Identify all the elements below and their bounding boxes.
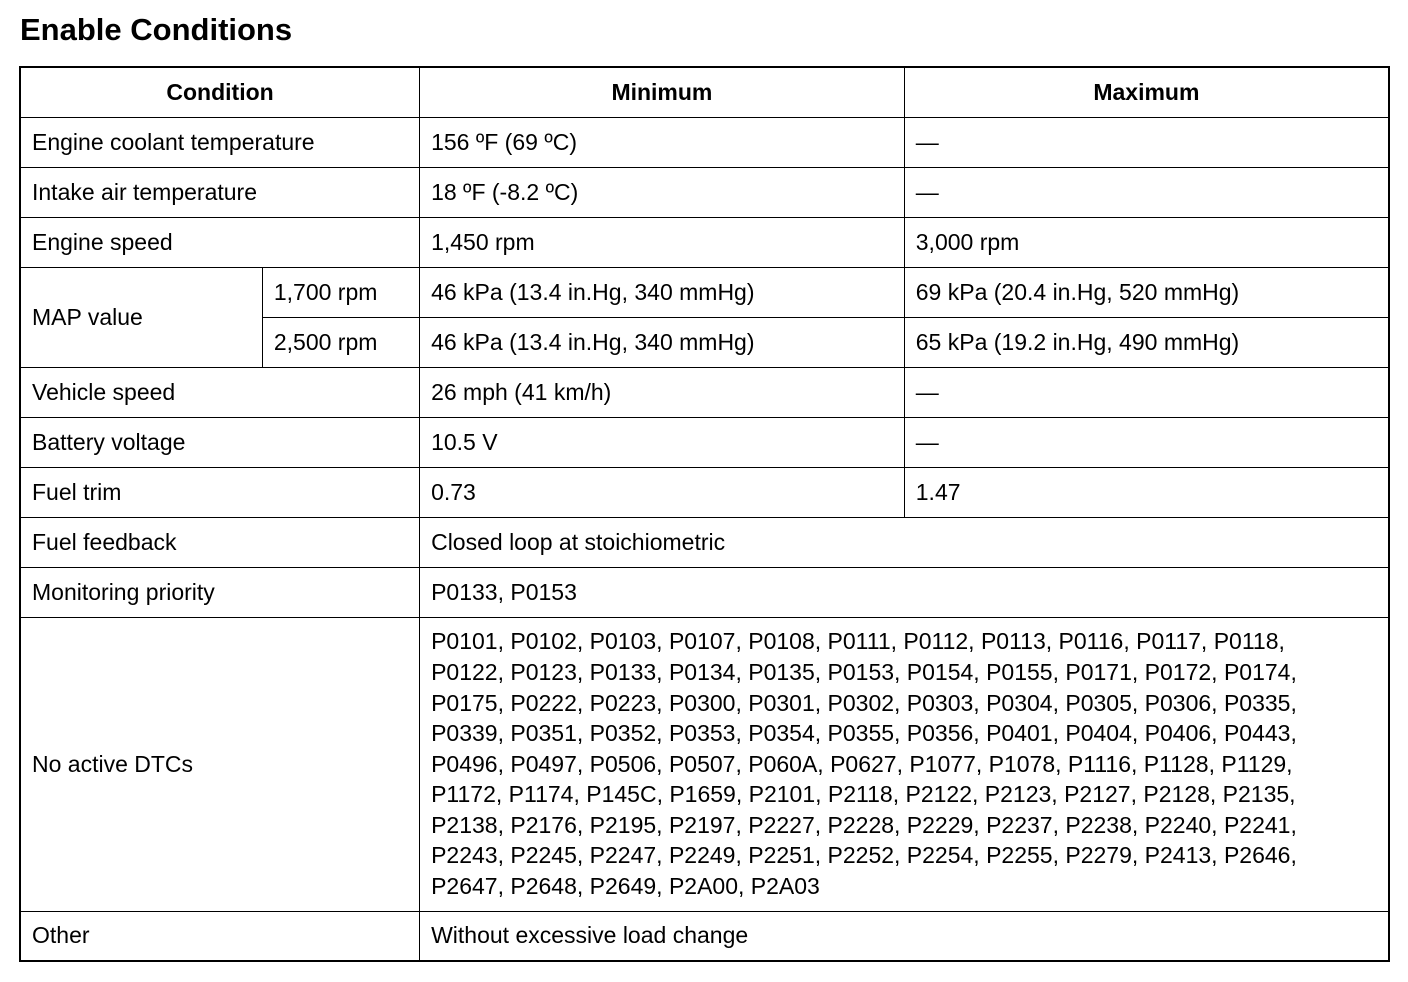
dtc-line: P1172, P1174, P145C, P1659, P2101, P2118, P2122, P2123, P2127, P2128, P2135, xyxy=(431,781,1296,808)
maximum-value: — xyxy=(904,117,1389,167)
condition-label: Other xyxy=(20,911,420,961)
table-row-engine-speed xyxy=(20,217,1389,267)
maximum-value: — xyxy=(904,367,1389,417)
minimum-value: 18 ºF (-8.2 ºC) xyxy=(420,167,905,217)
minimum-value: 46 kPa (13.4 in.Hg, 340 mmHg) xyxy=(420,317,905,367)
header-condition: Condition xyxy=(20,67,420,117)
condition-label: Fuel feedback xyxy=(20,517,420,567)
header-maximum: Maximum xyxy=(904,67,1389,117)
table-row-map-1700 xyxy=(20,267,1389,317)
condition-value: Closed loop at stoichiometric xyxy=(420,517,1389,567)
table-row-coolant xyxy=(20,117,1389,167)
dtc-line: P0496, P0497, P0506, P0507, P060A, P0627, P1077, P1078, P1116, P1128, P1129, xyxy=(431,750,1293,777)
enable-conditions-table xyxy=(19,66,1390,962)
maximum-value: 69 kPa (20.4 in.Hg, 520 mmHg) xyxy=(904,267,1389,317)
dtc-line: P0101, P0102, P0103, P0107, P0108, P0111, P0112, P0113, P0116, P0117, P0118, xyxy=(431,628,1285,655)
table-row-fuel-trim xyxy=(20,467,1389,517)
table-row-monitoring-priority xyxy=(20,567,1389,617)
table-row-other xyxy=(20,911,1389,961)
condition-label: Vehicle speed xyxy=(20,367,420,417)
minimum-value: 156 ºF (69 ºC) xyxy=(420,117,905,167)
dtc-list xyxy=(420,617,1389,911)
table-row-intake xyxy=(20,167,1389,217)
maximum-value: 3,000 rpm xyxy=(904,217,1389,267)
dtc-line: P0122, P0123, P0133, P0134, P0135, P0153, P0154, P0155, P0171, P0172, P0174, xyxy=(431,658,1297,685)
dtc-line: P0339, P0351, P0352, P0353, P0354, P0355, P0356, P0401, P0404, P0406, P0443, xyxy=(431,720,1297,747)
maximum-value: 65 kPa (19.2 in.Hg, 490 mmHg) xyxy=(904,317,1389,367)
maximum-value: — xyxy=(904,417,1389,467)
condition-label: Monitoring priority xyxy=(20,567,420,617)
condition-label: Intake air temperature xyxy=(20,167,420,217)
map-rpm: 2,500 rpm xyxy=(262,317,419,367)
table-header-row xyxy=(20,67,1389,117)
header-minimum: Minimum xyxy=(420,67,905,117)
maximum-value: 1.47 xyxy=(904,467,1389,517)
page-title: Enable Conditions xyxy=(20,12,293,47)
dtc-line: P2138, P2176, P2195, P2197, P2227, P2228, P2229, P2237, P2238, P2240, P2241, xyxy=(431,811,1297,838)
condition-label: Engine coolant temperature xyxy=(20,117,420,167)
table-row-vehicle-speed xyxy=(20,367,1389,417)
condition-label: MAP value xyxy=(20,267,262,367)
minimum-value: 10.5 V xyxy=(420,417,905,467)
condition-label: No active DTCs xyxy=(20,617,420,911)
dtc-line: P2647, P2648, P2649, P2A00, P2A03 xyxy=(431,873,820,900)
maximum-value: — xyxy=(904,167,1389,217)
table-row-battery xyxy=(20,417,1389,467)
condition-value: P0133, P0153 xyxy=(420,567,1389,617)
minimum-value: 0.73 xyxy=(420,467,905,517)
dtc-line: P2243, P2245, P2247, P2249, P2251, P2252, P2254, P2255, P2279, P2413, P2646, xyxy=(431,842,1297,869)
condition-label: Fuel trim xyxy=(20,467,420,517)
condition-label: Engine speed xyxy=(20,217,420,267)
dtc-line: P0175, P0222, P0223, P0300, P0301, P0302, P0303, P0304, P0305, P0306, P0335, xyxy=(431,689,1297,716)
table-row-no-active-dtcs xyxy=(20,617,1389,911)
table-row-fuel-feedback xyxy=(20,517,1389,567)
condition-value: Without excessive load change xyxy=(420,911,1389,961)
condition-label: Battery voltage xyxy=(20,417,420,467)
map-rpm: 1,700 rpm xyxy=(262,267,419,317)
minimum-value: 46 kPa (13.4 in.Hg, 340 mmHg) xyxy=(420,267,905,317)
minimum-value: 1,450 rpm xyxy=(420,217,905,267)
minimum-value: 26 mph (41 km/h) xyxy=(420,367,905,417)
